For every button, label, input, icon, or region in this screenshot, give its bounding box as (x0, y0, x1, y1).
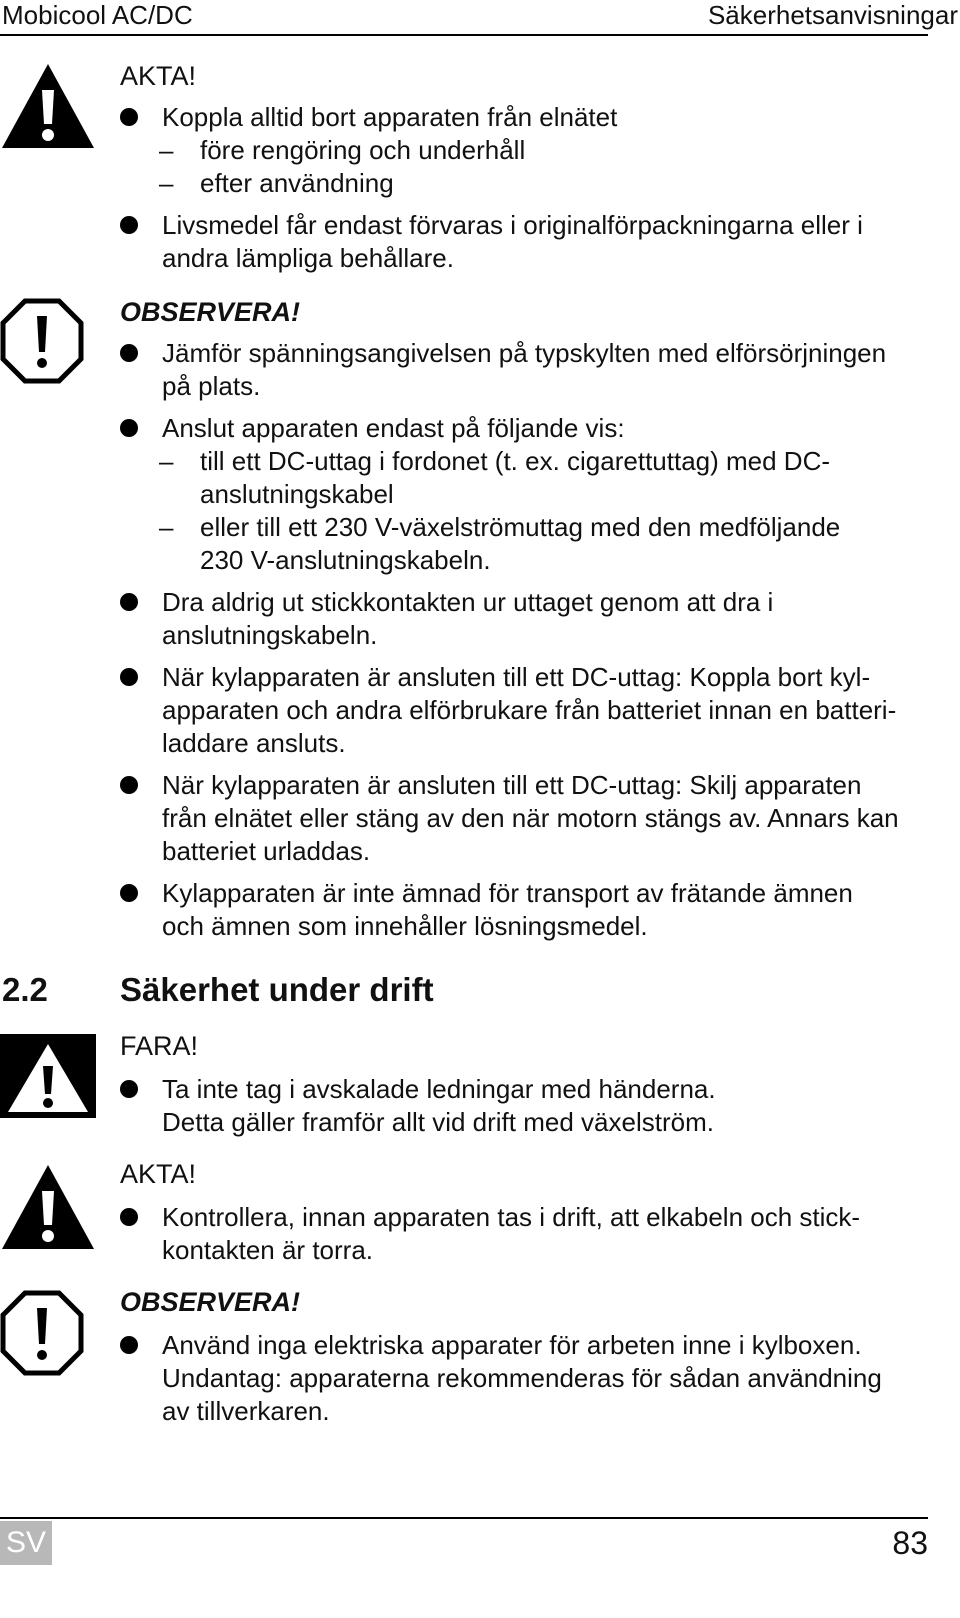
warning-triangle-icon (0, 1163, 96, 1251)
bullet (120, 593, 138, 611)
observera-line: Undantag: apparaterna rekommenderas för sådan användning (162, 1363, 882, 1393)
observera-line: anslutningskabeln. (162, 620, 378, 650)
fara-line: Detta gäller framför allt vid drift med växelström. (162, 1107, 714, 1137)
observera-subline: 230 V-anslutningskabeln. (200, 545, 491, 575)
observera-line: När kylapparaten är ansluten till ett DC-uttag: Koppla bort kyl- (162, 662, 871, 692)
akta-line: andra lämpliga behållare. (162, 243, 454, 273)
header-section: Säkerhetsanvisningar (707, 0, 958, 30)
bullet (120, 1080, 138, 1098)
observera-line: och ämnen som innehåller lösningsmedel. (162, 911, 648, 941)
akta-label: AKTA! (120, 1159, 197, 1189)
bullet (120, 216, 138, 234)
notice-octagon-icon (0, 298, 84, 384)
page-number: 83 (892, 1525, 928, 1561)
observera-line: Dra aldrig ut stickkontakten ur uttaget genom att dra i (162, 587, 774, 617)
bullet (120, 1336, 138, 1354)
observera-line: laddare ansluts. (162, 728, 346, 758)
language-badge: SV (0, 1521, 52, 1565)
observera-subline: anslutningskabel (200, 479, 394, 509)
dash: – (159, 168, 174, 198)
observera-line: Kylapparaten är inte ämnad för transport av frätande ämnen (162, 878, 853, 908)
bullet (120, 668, 138, 686)
bullet (120, 108, 138, 126)
observera-subline: eller till ett 230 V-växelströmuttag med den medföljande (200, 512, 841, 542)
akta-line: kontakten är torra. (162, 1235, 373, 1265)
observera-line: på plats. (162, 371, 261, 401)
bullet (120, 419, 138, 437)
section-number: 2.2 (2, 971, 48, 1008)
observera-subline: till ett DC-uttag i fordonet (t. ex. cigarettuttag) med DC- (200, 446, 831, 476)
dash: – (159, 135, 174, 165)
akta-subline: före rengöring och underhåll (200, 135, 526, 165)
danger-triangle-icon (0, 1034, 96, 1118)
bullet (120, 776, 138, 794)
akta-line: Kontrollera, innan apparaten tas i drift, att elkabeln och stick- (162, 1202, 861, 1232)
akta-label: AKTA! (120, 61, 197, 91)
dash: – (159, 446, 174, 476)
akta-subline: efter användning (200, 168, 394, 198)
observera-line: När kylapparaten är ansluten till ett DC-uttag: Skilj apparaten (162, 770, 862, 800)
warning-triangle-icon (0, 62, 96, 150)
observera-line: Använd inga elektriska apparater för arbeten inne i kylboxen. (162, 1330, 862, 1360)
footer-rule (0, 1517, 928, 1519)
akta-line: Koppla alltid bort apparaten från elnätet (162, 102, 618, 132)
fara-label: FARA! (120, 1031, 199, 1061)
observera-line: av tillverkaren. (162, 1396, 330, 1426)
observera-line: Anslut apparaten endast på följande vis: (162, 413, 625, 443)
observera-line: från elnätet eller stäng av den när motorn stängs av. Annars kan (162, 803, 899, 833)
observera-line: apparaten och andra elförbrukare från batteriet innan en batteri- (162, 695, 897, 725)
notice-octagon-icon (0, 1290, 84, 1376)
bullet (120, 1208, 138, 1226)
fara-line: Ta inte tag i avskalade ledningar med händerna. (162, 1074, 716, 1104)
bullet (120, 344, 138, 362)
header-title: Mobicool AC/DC (2, 0, 193, 30)
observera-line: batteriet urladdas. (162, 836, 371, 866)
observera-label: OBSERVERA! (120, 297, 301, 327)
akta-line: Livsmedel får endast förvaras i originalförpackningarna eller i (162, 210, 863, 240)
dash: – (159, 512, 174, 542)
header-rule (0, 34, 928, 36)
observera-label: OBSERVERA! (120, 1287, 301, 1317)
section-title: Säkerhet under drift (120, 971, 434, 1008)
observera-line: Jämför spänningsangivelsen på typskylten med elförsörjningen (162, 338, 887, 368)
bullet (120, 884, 138, 902)
